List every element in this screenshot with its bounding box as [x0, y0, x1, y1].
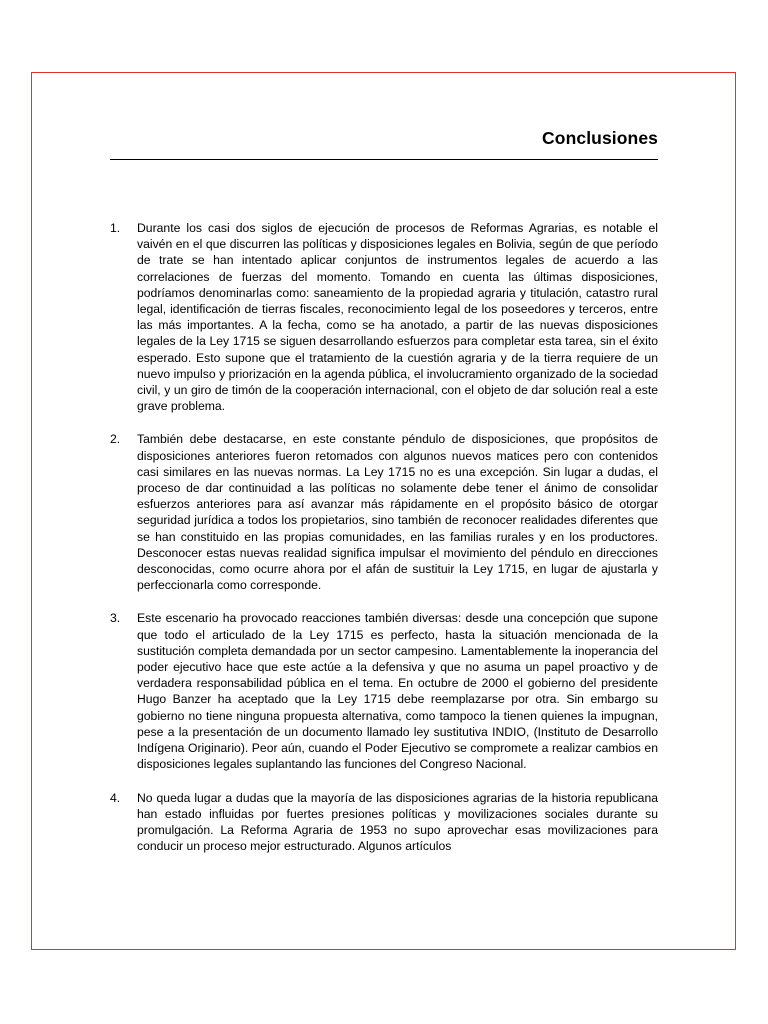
item-number: 3.	[110, 611, 121, 626]
item-number: 2.	[110, 432, 121, 447]
item-text: También debe destacarse, en este constante péndulo de disposiciones, que propósitos de disposiciones anteriores fueron retomados con algunos nuevos matices pero con contenidos casi similares en las nuevas normas. La Ley 1715 no es una excepción. Sin lugar a dudas, el proceso de dar continuidad a las políticas no solamente debe tener el ánimo de consolidar esfuerzos anteriores para así avanzar más rápidamente en el propósito básico de otorgar seguridad jurídica a todos los propietarios, sino también de reconocer realidades diferentes que se han constituido en las propias comunidades, en las familias rurales y en los productores. Desconocer estas nuevas realidad significa impulsar el movimiento del péndulo en direcciones desconocidas, como ocurre ahora por el afán de sustituir la Ley 1715, en lugar de ajustarla y perfeccionarla como corresponde.	[137, 432, 658, 593]
list-item	[110, 220, 658, 414]
item-text: Este escenario ha provocado reacciones también diversas: desde una concepción que supone que todo el articulado de la Ley 1715 es perfecto, hasta la situación mencionada de la sustitución completa demandada por un sector campesino. Lamentablemente la inoperancia del poder ejecutivo hace que este actúe a la defensiva y que no asuma un papel proactivo y de verdadera responsabilidad pública en el tema. En octubre de 2000 el gobierno del presidente Hugo Banzer ha aceptado que la Ley 1715 debe reemplazarse por otra. Sin embargo su gobierno no tiene ninguna propuesta alternativa, como tampoco la tienen quienes la impugnan, pese a la presentación de un documento llamado ley sustitutiva INDIO, (Instituto de Desarrollo Indígena Originario). Peor aún, cuando el Poder Ejecutivo se compromete a realizar cambios en disposiciones legales suplantando las funciones del Congreso Nacional.	[137, 611, 658, 772]
list-item	[110, 431, 658, 593]
item-number: 4.	[110, 790, 121, 805]
item-text: Durante los casi dos siglos de ejecución de procesos de Reformas Agrarias, es notable el vaivén en el que discurren las políticas y disposiciones legales en Bolivia, según de que período de trate se han intentado aplicar conjuntos de instrumentos legales de acuerdo a las correlaciones de fuerzas del momento. Tomando en cuenta las últimas disposiciones, podríamos denominarlas como: saneamiento de la propiedad agraria y titulación, catastro rural legal, identificación de tierras fiscales, reconocimiento legal de los poseedores y terceros, entre las más importantes. A la fecha, como se ha anotado, a partir de las nuevas disposiciones legales de la Ley 1715 se siguen desarrollando esfuerzos para completar esta tarea, sin el éxito esperado. Esto supone que el tratamiento de la cuestión agraria y de la tierra requiere de un nuevo impulso y priorización en la agenda pública, el involucramiento organizado de la sociedad civil, y un giro de timón de la cooperación internacional, con el objeto de dar solución real a este grave problema.	[137, 221, 658, 414]
list-item	[110, 790, 658, 855]
item-number: 1.	[110, 221, 121, 235]
item-text: No queda lugar a dudas que la mayoría de las disposiciones agrarias de la historia republicana han estado influidas por fuertes presiones políticas y movilizaciones sociales durante su promulgación. La Reforma Agraria de 1953 no supo aprovechar esas movilizaciones para conducir un proceso mejor estructurado. Algunos artículos	[137, 790, 658, 854]
title-underline	[110, 159, 658, 160]
list-item	[110, 610, 658, 772]
page-title: Conclusiones	[542, 128, 658, 148]
conclusions-list	[110, 220, 658, 871]
